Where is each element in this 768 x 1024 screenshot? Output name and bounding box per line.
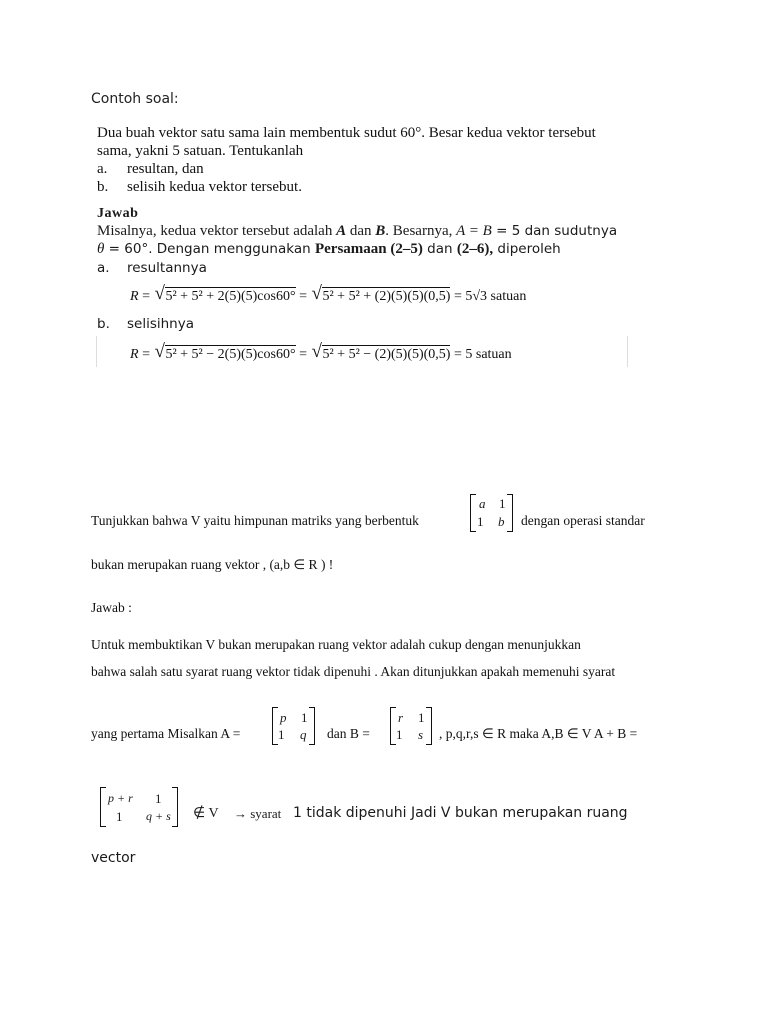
resultant-item: [97, 260, 207, 276]
frame-line-right: [627, 336, 628, 367]
answer-text: diperoleh: [493, 241, 561, 257]
matrix-cell: 1: [418, 710, 425, 725]
eq-radicand-1: 5² + 5² + 2(5)(5)cos60°: [165, 289, 296, 304]
answer-line-1: [97, 223, 617, 240]
example-problem: [97, 124, 596, 196]
item-marker: a.: [97, 260, 110, 276]
proof-line-3-c: , p,q,r,s ∈ R maka A,B ∈ V A + B =: [439, 726, 638, 741]
item-marker: a.: [97, 161, 108, 177]
matrix-cell: 1: [477, 514, 484, 529]
answer-text: Misalnya, kedua vektor tersebut adalah: [97, 223, 337, 239]
matrix-cell: 1: [278, 727, 285, 742]
matrix-sum: [100, 787, 178, 827]
matrix-cell: q: [300, 727, 307, 742]
exercise-line-1: Tunjukkan bahwa V yaitu himpunan matriks yang berbentuk: [91, 513, 419, 528]
matrix-cell: 1: [396, 727, 403, 742]
problem-item-b: [97, 178, 596, 196]
problem-line-1: Dua buah vektor satu sama lain membentuk sudut 60°. Besar kedua vektor tersebut: [97, 125, 596, 141]
exercise-answer-label: Jawab :: [91, 600, 132, 615]
answer-heading: Jawab: [97, 206, 139, 221]
answer-text: = 60°. Dengan menggunakan: [104, 241, 315, 257]
matrix-cell: s: [418, 727, 424, 742]
difference-equation: R = √ 5² + 5² − 2(5)(5)cos60° = √ 5² + 5² − (2)(5)(5)(0,5) = 5 satuan: [130, 345, 512, 363]
matrix-cell: 1: [499, 496, 506, 511]
conclusion-end: vector: [91, 850, 136, 866]
equation-ref-2: (2–6),: [456, 241, 494, 257]
matrix-v: [470, 494, 513, 532]
proof-line-3-b: dan B =: [327, 726, 370, 741]
eq-radicand-2: 5² + 5² − (2)(5)(5)(0,5): [322, 347, 451, 362]
conclusion: 1 tidak dipenuhi Jadi V bukan merupakan ruang: [293, 805, 628, 821]
answer-text: dan: [422, 241, 457, 257]
matrix-cell: 1: [116, 809, 123, 824]
exercise-line-2: bukan merupakan ruang vektor , (a,b ∈ R ) !: [91, 557, 334, 572]
item-marker: b.: [97, 179, 109, 195]
matrix-cell: p: [280, 710, 287, 725]
matrix-cell: p + r: [108, 791, 133, 805]
matrix-cell: 1: [301, 710, 308, 725]
frame-line-left: [96, 336, 97, 367]
eq-radicand-1: 5² + 5² − 2(5)(5)cos60°: [165, 347, 296, 362]
matrix-cell: 1: [155, 791, 162, 806]
proof-line-1: Untuk membuktikan V bukan merupakan ruang vektor adalah cukup dengan menunjukkan: [91, 637, 581, 652]
proof-line-3-a: yang pertama Misalkan A =: [91, 726, 241, 741]
matrix-cell: r: [398, 710, 404, 725]
arrow-syarat: → syarat: [234, 806, 282, 821]
answer-text: = 5 dan sudutnya: [491, 223, 618, 239]
not-element-of-v: ∉ V: [193, 806, 219, 821]
difference-item: [97, 316, 194, 332]
matrix-cell: a: [479, 496, 486, 511]
exercise-line-1-end: dengan operasi standar: [521, 513, 645, 528]
answer-line-2: [97, 241, 561, 258]
vector-b: B: [375, 223, 386, 239]
eq-var: R: [130, 289, 139, 304]
item-text: selisihnya: [127, 316, 194, 332]
eq-result: = 5√3 satuan: [453, 289, 527, 304]
item-text: resultannya: [127, 260, 207, 276]
eq-radicand-2: 5² + 5² + (2)(5)(5)(0,5): [322, 289, 451, 304]
eq-result: = 5 satuan: [453, 347, 512, 362]
item-marker: b.: [97, 316, 110, 332]
equation-ref-1: Persamaan (2–5): [314, 241, 423, 257]
item-text: resultan, dan: [127, 161, 204, 177]
answer-text: dan: [346, 223, 376, 239]
matrix-cell: q + s: [146, 809, 171, 823]
theta-symbol: θ: [97, 241, 105, 257]
matrix-cell: b: [498, 514, 505, 529]
problem-item-a: [97, 160, 596, 178]
equality: A = B: [456, 223, 492, 239]
vector-a: A: [336, 223, 347, 239]
eq-var: R: [130, 347, 139, 362]
example-heading: Contoh soal:: [91, 91, 179, 107]
proof-line-2: bahwa salah satu syarat ruang vektor tidak dipenuhi . Akan ditunjukkan apakah memenuhi syarat: [91, 664, 616, 679]
problem-line-2: sama, yakni 5 satuan. Tentukanlah: [97, 143, 304, 159]
resultant-equation: R = √ 5² + 5² + 2(5)(5)cos60° = √ 5² + 5² + (2)(5)(5)(0,5) = 5√3 satuan: [130, 287, 526, 305]
matrix-a: [272, 707, 315, 745]
answer-text: . Besarnya,: [385, 223, 457, 239]
item-text: selisih kedua vektor tersebut.: [127, 179, 302, 195]
matrix-b: [390, 707, 432, 745]
